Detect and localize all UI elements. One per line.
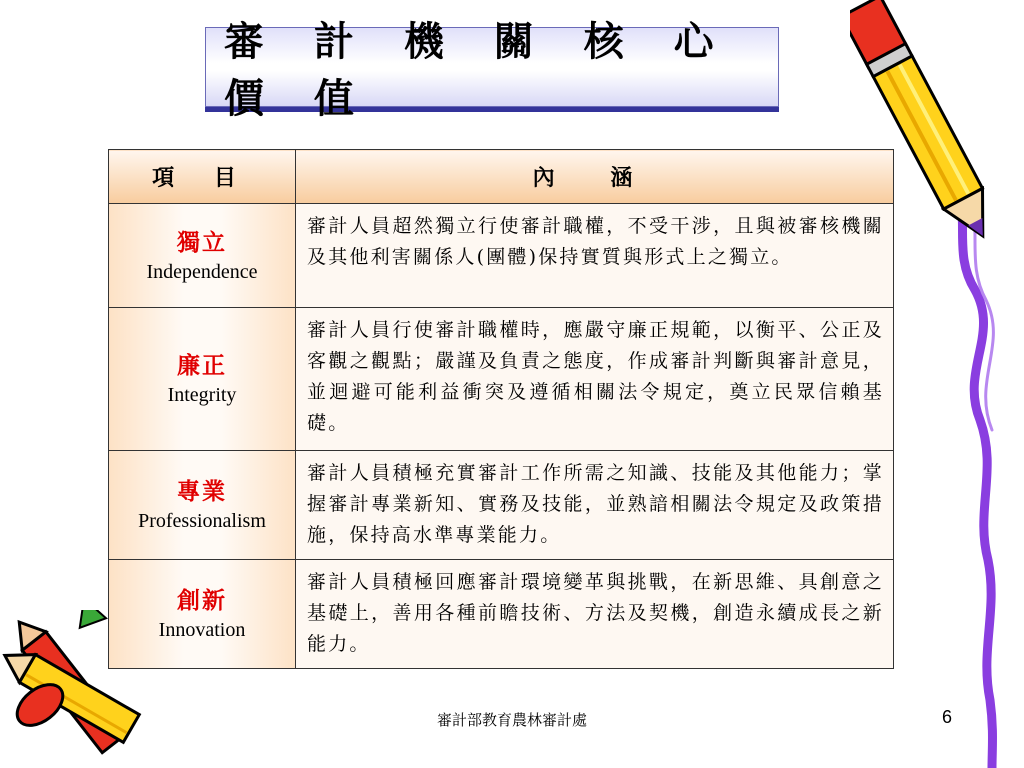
page-number: 6 [942,707,953,727]
item-name-en: Independence [146,260,258,283]
table-row [109,204,894,308]
table-header-row [109,150,894,204]
item-name-zh: 廉正 [177,352,227,379]
item-cell [109,560,296,669]
header-item: 項 目 [109,150,296,204]
item-name-zh: 創新 [177,587,227,614]
item-cell [109,308,296,451]
item-name-en: Innovation [158,619,246,641]
content-cell: 審計人員積極回應審計環境變革與挑戰，在新思維、具創意之基礎上，善用各種前瞻技術、方法及契機，創造永續成長之新能力。 [296,560,894,669]
content-cell: 審計人員超然獨立行使審計職權，不受干涉，且與被審核機關及其他利害關係人(團體)保持實質與形式上之獨立。 [296,204,894,308]
table-row [109,308,894,451]
item-cell [109,451,296,560]
item-name-zh: 獨立 [177,228,227,256]
item-name-zh: 專業 [177,478,227,505]
slide-title: 審 計 機 關 核 心 價 值 [224,18,732,122]
content-cell: 審計人員積極充實審計工作所需之知識、技能及其他能力；掌握審計專業新知、實務及技能，並熟諳相關法令規定及政策措施，保持高水準專業能力。 [296,451,894,560]
item-name-en: Integrity [167,384,237,406]
table-row [109,451,894,560]
item-cell [109,204,296,308]
purple-ribbon-icon [880,170,1024,768]
table-row [109,560,894,669]
header-content: 內 涵 [296,150,894,204]
slide-footer: 審計部教育農林審計處 [436,711,587,729]
item-name-en: Professionalism [138,510,266,532]
slide-title-box [205,18,779,122]
content-cell: 審計人員行使審計職權時，應嚴守廉正規範，以衡平、公正及客觀之觀點；嚴謹及負責之態度，作成審計判斷與審計意見，並迴避可能利益衝突及遵循相關法令規定，奠立民眾信賴基礎。 [296,308,894,451]
core-values-table [108,149,894,669]
